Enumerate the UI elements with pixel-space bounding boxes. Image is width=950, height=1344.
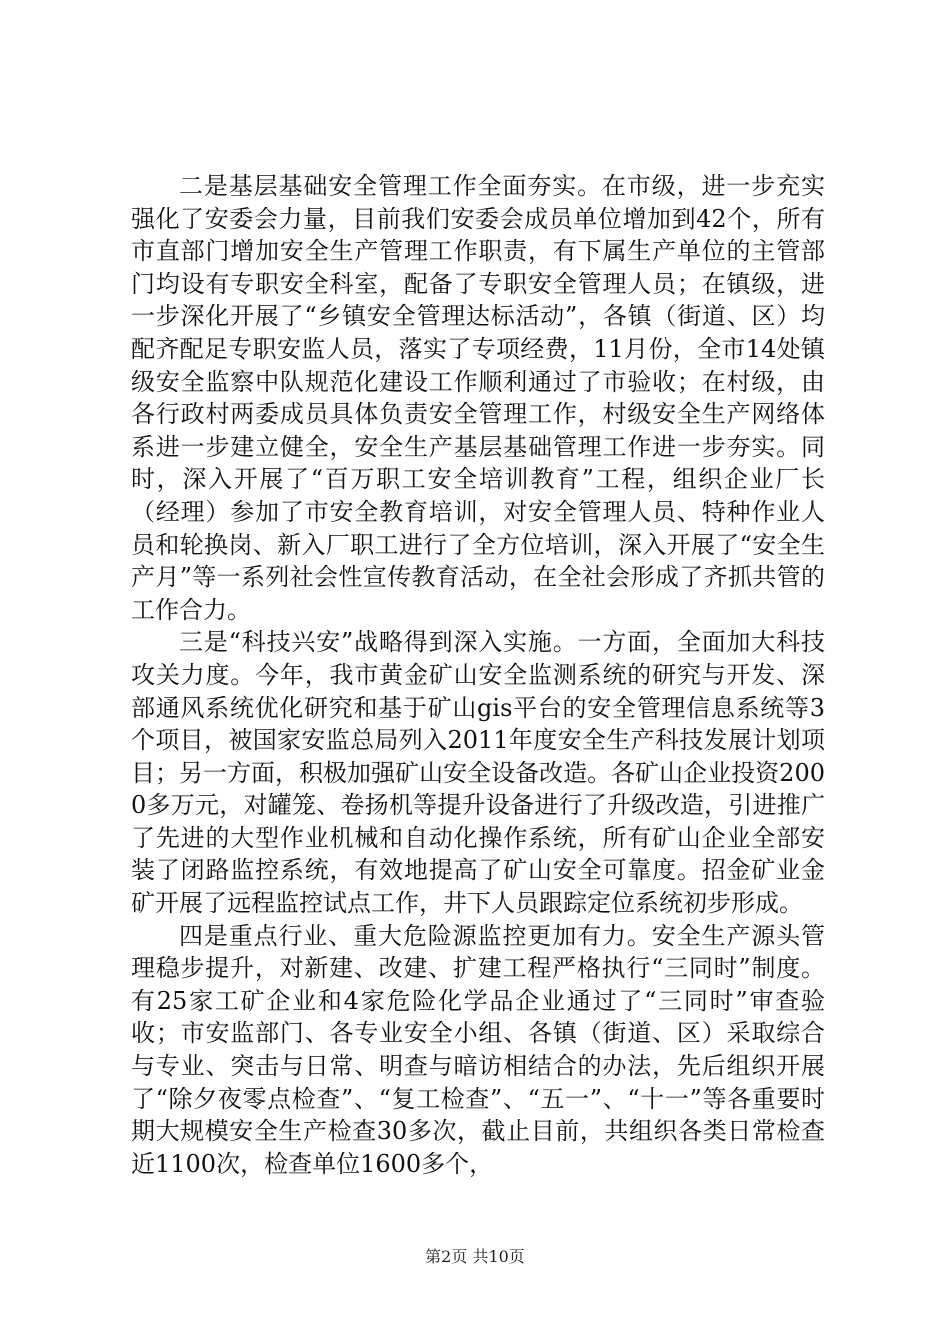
document-body: [131, 170, 825, 1180]
paragraph-grassroots-safety: 二是基层基础安全管理工作全面夯实。在市级，进一步充实强化了安委会力量，目前我们安委会成员单位增加到42个，所有市直部门增加安全生产管理工作职责，有下属生产单位的主管部门均设有专职安全科室，配备了专职安全管理人员；在镇级，进一步深化开展了“乡镇安全管理达标活动”，各镇（街道、区）均配齐配足专职安监人员，落实了专项经费，11月份，全市14处镇级安全监察中队规范化建设工作顺利通过了市验收；在村级，由各行政村两委成员具体负责安全管理工作，村级安全生产网络体系进一步建立健全，安全生产基层基础管理工作进一步夯实。同时，深入开展了“百万职工安全培训教育”工程，组织企业厂长（经理）参加了市安全教育培训，对安全管理人员、特种作业人员和轮换岗、新入厂职工进行了全方位培训，深入开展了“安全生产月”等一系列社会性宣传教育活动，在全社会形成了齐抓共管的工作合力。: [131, 172, 825, 624]
page-number-footer: 第2页 共10页: [425, 1247, 525, 1266]
paragraph-technology-safety: 三是“科技兴安”战略得到深入实施。一方面，全面加大科技攻关力度。今年，我市黄金矿山安全监测系统的研究与开发、深部通风系统优化研究和基于矿山gis平台的安全管理信息系统等3个项目，被国家安监总局列入2011年度安全生产科技发展计划项目；另一方面，积极加强矿山安全设备改造。各矿山企业投资2000多万元，对罐笼、卷扬机等提升设备进行了升级改造，引进推广了先进的大型作业机械和自动化操作系统，所有矿山企业全部安装了闭路监控系统，有效地提高了矿山安全可靠度。招金矿业金矿开展了远程监控试点工作，井下人员跟踪定位系统初步形成。: [131, 628, 825, 918]
paragraph-hazard-monitoring: 四是重点行业、重大危险源监控更加有力。安全生产源头管理稳步提升，对新建、改建、扩建工程严格执行“三同时”制度。有25家工矿企业和4家危险化学品企业通过了“三同时”审查验收；市安监部门、各专业安全小组、各镇（街道、区）采取综合与专业、突击与日常、明查与暗访相结合的办法，先后组织开展了“除夕夜零点检查”、“复工检查”、“五一”、“十一”等各重要时期大规模安全生产检查30多次，截止目前，共组织各类日常检查近1100次，检查单位1600多个，: [131, 921, 825, 1178]
